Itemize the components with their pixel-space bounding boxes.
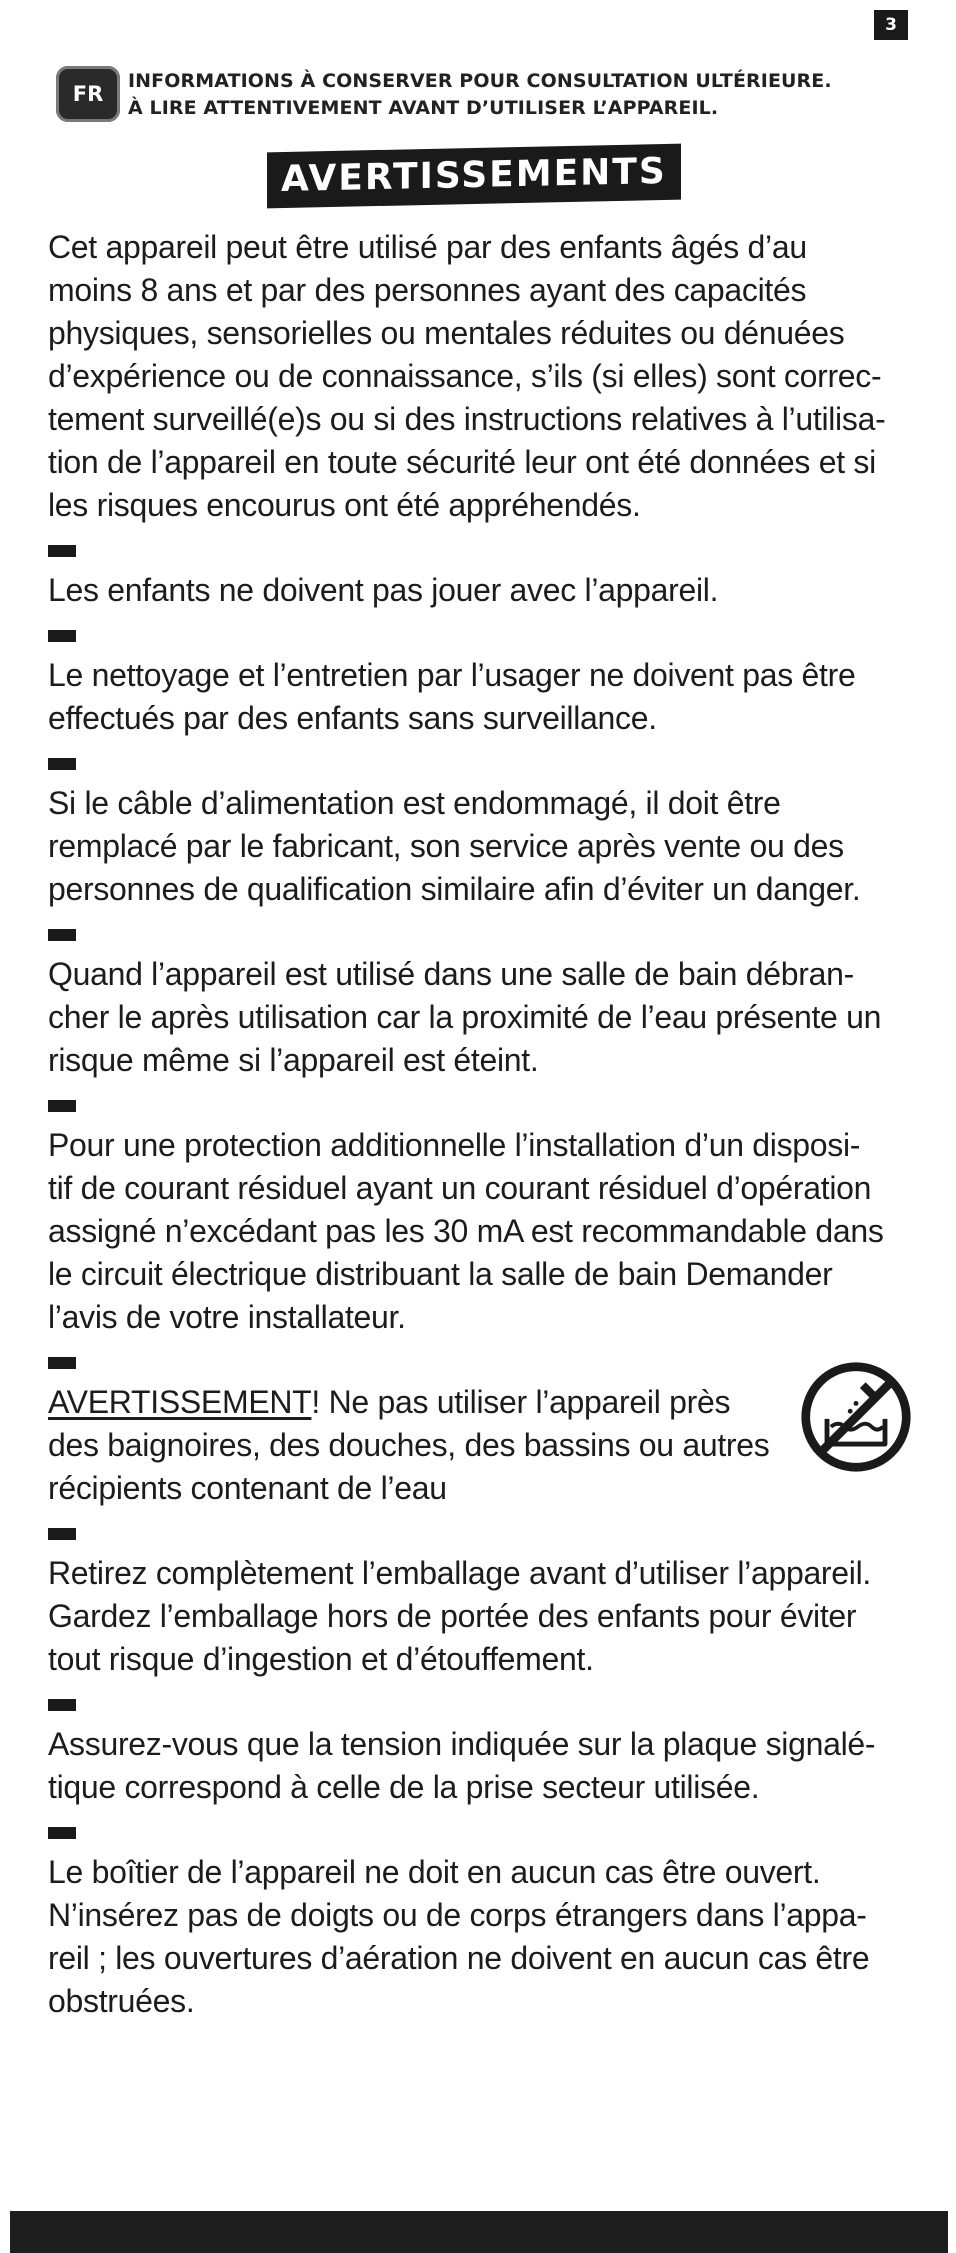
separator-dash	[48, 1357, 76, 1369]
paragraph	[48, 654, 908, 740]
paragraph-line: Cet appareil peut être utilisé par des enfants âgés d’au	[48, 229, 807, 265]
paragraph-line: d’expérience ou de connaissance, s’ils (si elles) sont correc-	[48, 358, 882, 394]
paragraph	[48, 1124, 908, 1339]
header-notice	[128, 68, 832, 122]
separator-dash	[48, 1528, 76, 1540]
paragraph-line: Le nettoyage et l’entretien par l’usager ne doivent pas être	[48, 657, 856, 693]
paragraph-line: personnes de qualification similaire afin d’éviter un danger.	[48, 871, 861, 907]
page-number: 3	[874, 10, 908, 40]
separator-dash	[48, 758, 76, 770]
paragraph-line: risque même si l’appareil est éteint.	[48, 1042, 539, 1078]
separator-dash	[48, 1827, 76, 1839]
paragraph-line: des baignoires, des douches, des bassins ou autres	[48, 1427, 770, 1463]
paragraph	[48, 569, 908, 612]
header-line-2: À LIRE ATTENTIVEMENT AVANT D’UTILISER L’APPAREIL.	[128, 97, 719, 119]
separator-dash	[48, 545, 76, 557]
footer-bar	[10, 2211, 948, 2253]
separator-dash	[48, 1100, 76, 1112]
separator-dash	[48, 1699, 76, 1711]
paragraph-line: remplacé par le fabricant, son service après vente ou des	[48, 828, 844, 864]
paragraph-line: récipients contenant de l’eau	[48, 1470, 447, 1506]
paragraph-line: Le boîtier de l’appareil ne doit en aucun cas être ouvert.	[48, 1854, 821, 1890]
title-wrap	[0, 148, 956, 204]
paragraph-line: Quand l’appareil est utilisé dans une salle de bain débran-	[48, 956, 854, 992]
paragraph-line: l’avis de votre installateur.	[48, 1299, 406, 1335]
warning-text: ! Ne pas utiliser l’appareil près	[311, 1384, 731, 1420]
paragraph-line: physiques, sensorielles ou mentales réduites ou dénuées	[48, 315, 845, 351]
paragraph-line: Gardez l’emballage hors de portée des enfants pour éviter	[48, 1598, 857, 1634]
paragraph-line: tout risque d’ingestion et d’étouffement.	[48, 1641, 594, 1677]
paragraph-line: tique correspond à celle de la prise secteur utilisée.	[48, 1769, 760, 1805]
paragraph-line: effectués par des enfants sans surveillance.	[48, 700, 657, 736]
paragraph-line: les risques encourus ont été appréhendés.	[48, 487, 641, 523]
paragraph-line: Si le câble d’alimentation est endommagé, il doit être	[48, 785, 781, 821]
header-line-1: INFORMATIONS À CONSERVER POUR CONSULTATION ULTÉRIEURE.	[128, 70, 832, 92]
paragraph-line: tement surveillé(e)s ou si des instructions relatives à l’utilisa-	[48, 401, 886, 437]
header	[56, 64, 916, 130]
paragraph-line: Pour une protection additionnelle l’installation d’un disposi-	[48, 1127, 861, 1163]
separator-dash	[48, 630, 76, 642]
paragraph	[48, 226, 908, 527]
paragraph	[48, 1381, 908, 1510]
paragraph	[48, 953, 908, 1082]
paragraph-line: reil ; les ouvertures d’aération ne doivent en aucun cas être	[48, 1940, 870, 1976]
paragraph-line: Les enfants ne doivent pas jouer avec l’appareil.	[48, 572, 719, 608]
paragraph-line: assigné n’excédant pas les 30 mA est recommandable dans	[48, 1213, 884, 1249]
no-water-icon	[798, 1359, 914, 1475]
paragraph-line: N’insérez pas de doigts ou de corps étrangers dans l’appa-	[48, 1897, 867, 1933]
language-badge: FR	[56, 66, 120, 122]
paragraph-line: Assurez-vous que la tension indiquée sur la plaque signalé-	[48, 1726, 876, 1762]
paragraph-line	[48, 1381, 908, 1424]
paragraph	[48, 1552, 908, 1681]
paragraph-line: cher le après utilisation car la proximité de l’eau présente un	[48, 999, 882, 1035]
paragraph-line: tif de courant résiduel ayant un courant résiduel d’opération	[48, 1170, 872, 1206]
page-title: AVERTISSEMENTS	[267, 144, 681, 209]
paragraph	[48, 782, 908, 911]
warnings-content	[48, 226, 908, 2023]
paragraph	[48, 1723, 908, 1809]
paragraph-line: tion de l’appareil en toute sécurité leur ont été données et si	[48, 444, 876, 480]
warning-label: AVERTISSEMENT	[48, 1384, 312, 1420]
paragraph	[48, 1851, 908, 2023]
paragraph-line: moins 8 ans et par des personnes ayant des capacités	[48, 272, 807, 308]
paragraph-line: Retirez complètement l’emballage avant d’utiliser l’appareil.	[48, 1555, 871, 1591]
paragraph-line: le circuit électrique distribuant la salle de bain Demander	[48, 1256, 833, 1292]
separator-dash	[48, 929, 76, 941]
water-warning	[48, 1381, 908, 1510]
paragraph-line: obstruées.	[48, 1983, 195, 2019]
